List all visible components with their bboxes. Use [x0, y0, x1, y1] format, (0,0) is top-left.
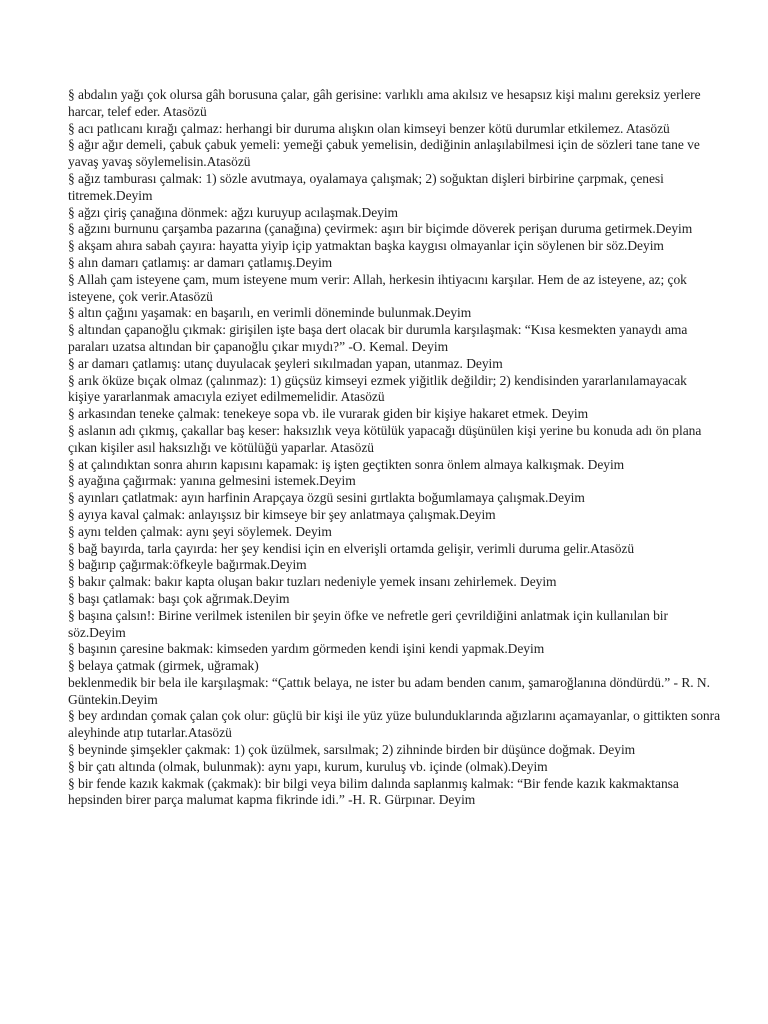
entry: § arkasından teneke çalmak: tenekeye sopa vb. ile vurarak giden bir kişiye hakaret etmek. Deyim	[68, 406, 589, 422]
entry: § abdalın yağı çok olursa gâh borusuna çalar, gâh gerisine: varlıklı ama akılsız ve hesapsız kişi malını gereksiz yerlere harcar, telef eder. Atasözü	[68, 87, 701, 119]
entry: § alın damarı çatlamış: ar damarı çatlamış.Deyim	[68, 254, 333, 270]
entry: § başı çatlamak: başı çok ağrımak.Deyim	[68, 590, 290, 606]
entry: § akşam ahıra sabah çayıra: hayatta yiyip içip yatmaktan başka kaygısı olmayanlar için söylenen bir söz.Deyim	[68, 238, 664, 254]
document-page	[68, 87, 720, 809]
entry: § bey ardından çomak çalan çok olur: güçlü bir kişi ile yüz yüze bulunduklarında ağızlarını açamayanlar, o gittikten sonra aleyhinde atıp tutarlar.Atasözü	[68, 708, 721, 741]
entry: § bağırıp çağırmak:öfkeyle bağırmak.Deyim	[68, 557, 307, 573]
entry: § altın çağını yaşamak: en başarılı, en verimli döneminde bulunmak.Deyim	[68, 305, 472, 321]
entry: § bağ bayırda, tarla çayırda: her şey kendisi için en elverişli ortamda gelişir, verimli duruma gelir.Atasözü	[68, 540, 635, 556]
entry: § at çalındıktan sonra ahırın kapısını kapamak: iş işten geçtikten sonra önlem almaya kalkışmak. Deyim	[68, 456, 625, 472]
entry: § Allah çam isteyene çam, mum isteyene mum verir: Allah, herkesin ihtiyacını karşılar. Hem de az isteyene, az; çok isteyene, çok verir.Atasözü	[68, 271, 687, 304]
entry: § ar damarı çatlamış: utanç duyulacak şeyleri sıkılmadan yapan, utanmaz. Deyim	[68, 355, 503, 371]
entry: § bir fende kazık kakmak (çakmak): bir bilgi veya bilim dalında saplanmış kalmak: “Bir fende kazık kakmaktansa hepsinden birer parça malumat kapma fikrinde idi.” -H. R. Gürpınar. Deyim	[68, 775, 679, 808]
entry: § ayıya kaval çalmak: anlayışsız bir kimseye bir şey anlatmaya çalışmak.Deyim	[68, 506, 496, 522]
entry: § altından çapanoğlu çıkmak: girişilen işte başa dert olacak bir durumla karşılaşmak: “Kısa kesmekten yanaydı ama paraları uzatsa altından bir çapanoğlu çıkar mıydı?” -O. Kemal. Deyim	[68, 322, 688, 354]
entry: § ağzı çiriş çanağına dönmek: ağzı kuruyup acılaşmak.Deyim	[68, 204, 398, 220]
entry: § başının çaresine bakmak: kimseden yardım görmeden kendi işini kendi yapmak.Deyim	[68, 641, 545, 657]
entry: § belaya çatmak (girmek, uğramak)	[68, 658, 259, 674]
entry: § ayağına çağırmak: yanına gelmesini istemek.Deyim	[68, 473, 356, 489]
entry: § başına çalsın!: Birine verilmek istenilen bir şeyin öfke ve nefretle geri çevrildiğini anlatmak için kullanılan bir söz.Deyim	[68, 607, 668, 640]
entry: § ağız tamburası çalmak: 1) sözle avutmaya, oyalamaya çalışmak; 2) soğuktan dişleri birbirine çarpmak, çenesi titremek.Deyim	[68, 170, 664, 203]
entry: beklenmedik bir bela ile karşılaşmak: “Çattık belaya, ne ister bu adam benden canım, şamaroğlanına döndürdü.” - R. N. Güntekin.Deyim	[68, 674, 710, 707]
entry: § ağzını burnunu çarşamba pazarına (çanağına) çevirmek: aşırı bir biçimde döverek perişan duruma getirmek.Deyim	[68, 221, 693, 237]
entry: § acı patlıcanı kırağı çalmaz: herhangi bir duruma alışkın olan kimseyi benzer kötü durumlar etkilemez. Atasözü	[68, 120, 670, 136]
entry: § arık öküze bıçak olmaz (çalınmaz): 1) güçsüz kimseyi ezmek yiğitlik değildir; 2) kendisinden yararlanılamayacak kişiye yararlanmak amacıyla eziyet edilmemelidir. Atasözü	[68, 372, 687, 405]
entry: § ağır ağır demeli, çabuk çabuk yemeli: yemeği çabuk yemelisin, dediğinin anlaşılabilmesi için de sözleri tane tane ve yavaş yavaş söylemelisin.Atasözü	[68, 137, 700, 170]
entry: § bakır çalmak: bakır kapta oluşan bakır tuzları nedeniyle yemek insanı zehirlemek. Deyim	[68, 574, 557, 590]
entry: § ayınları çatlatmak: ayın harfinin Arapçaya özgü sesini gırtlakta boğumlamaya çalışmak.Deyim	[68, 490, 585, 506]
entry: § aslanın adı çıkmış, çakallar baş keser: haksızlık veya kötülük yapacağı düşünülen kişi yerine bu konuda adı ön plana çıkan kişiler asıl haksızlığı ve kötülüğü yaparlar. Atasözü	[68, 422, 702, 455]
entry: § bir çatı altında (olmak, bulunmak): aynı yapı, kurum, kuruluş vb. içinde (olmak).Deyim	[68, 758, 548, 774]
entry: § beyninde şimşekler çakmak: 1) çok üzülmek, sarsılmak; 2) zihninde birden bir düşünce doğmak. Deyim	[68, 742, 636, 758]
entry: § aynı telden çalmak: aynı şeyi söylemek. Deyim	[68, 523, 332, 539]
